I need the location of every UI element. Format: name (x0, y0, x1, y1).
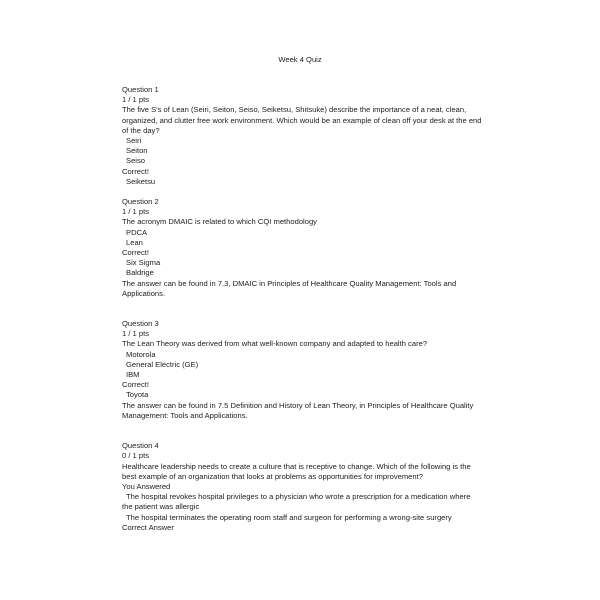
question-label: Question 1 (122, 85, 159, 94)
answer-option: The hospital terminates the operating room staff and surgeon for performing a wrong-site surgery (126, 512, 452, 522)
document-title: Week 4 Quiz (278, 55, 322, 64)
question-prompt: Healthcare leadership needs to create a culture that is receptive to change. Which of the following is the best example of an organization that looks at problems as opportunities for improvement? (122, 461, 471, 481)
question-score: 1 / 1 pts (122, 207, 150, 217)
question-prompt: The acronym DMAIC is related to which CQI methodology (122, 217, 317, 227)
question-score: 1 / 1 pts (122, 95, 150, 105)
answer-option: General Electric (GE) (126, 359, 199, 369)
question-score: 1 / 1 pts (122, 329, 150, 339)
answer-option: Seiri (126, 136, 142, 146)
answer-explanation: The answer can be found in 7.5 Definition and History of Lean Theory, in Principles of Healthcare Quality Management: Tools and Applications. (122, 400, 474, 420)
answer-status: Correct! (122, 380, 150, 390)
selected-answer: The hospital revokes hospital privileges to a physician who wrote a prescription for a medication where the patient was allergic (122, 492, 471, 512)
question-4 (122, 441, 482, 533)
answer-option: Baldrige (126, 268, 154, 278)
answer-option: Seiton (126, 146, 148, 156)
answer-option: Seiso (126, 156, 145, 166)
question-1 (122, 85, 482, 187)
answer-option: Motorola (126, 349, 156, 359)
question-3 (122, 319, 482, 421)
question-score: 0 / 1 pts (122, 451, 150, 461)
question-label: Question 3 (122, 319, 159, 329)
answer-status: Correct! (122, 248, 150, 258)
answer-status: Correct! (122, 166, 150, 176)
selected-answer: Toyota (126, 390, 149, 400)
answer-option: PDCA (126, 227, 148, 237)
question-2 (122, 197, 482, 299)
quiz-content (122, 85, 482, 553)
answer-status: You Answered (122, 481, 171, 491)
question-prompt: The five S's of Lean (Seiri, Seiton, Seiso, Seiketsu, Shitsuke) describe the importance of a neat, clean, organized, and clutter free work environment. Which would be an example of clean off your desk at the end of the day? (122, 105, 482, 135)
answer-option: Lean (126, 237, 143, 247)
question-label: Question 2 (122, 197, 159, 207)
correct-answer-label: Correct Answer (122, 522, 174, 532)
selected-answer: Seiketsu (126, 176, 156, 186)
question-label: Question 4 (122, 441, 159, 451)
selected-answer: Six Sigma (126, 258, 161, 268)
answer-option: IBM (126, 370, 140, 380)
question-prompt: The Lean Theory was derived from what well-known company and adapted to health care? (122, 339, 428, 349)
answer-explanation: The answer can be found in 7.3, DMAIC in Principles of Healthcare Quality Management: Tools and Applications. (122, 278, 457, 298)
